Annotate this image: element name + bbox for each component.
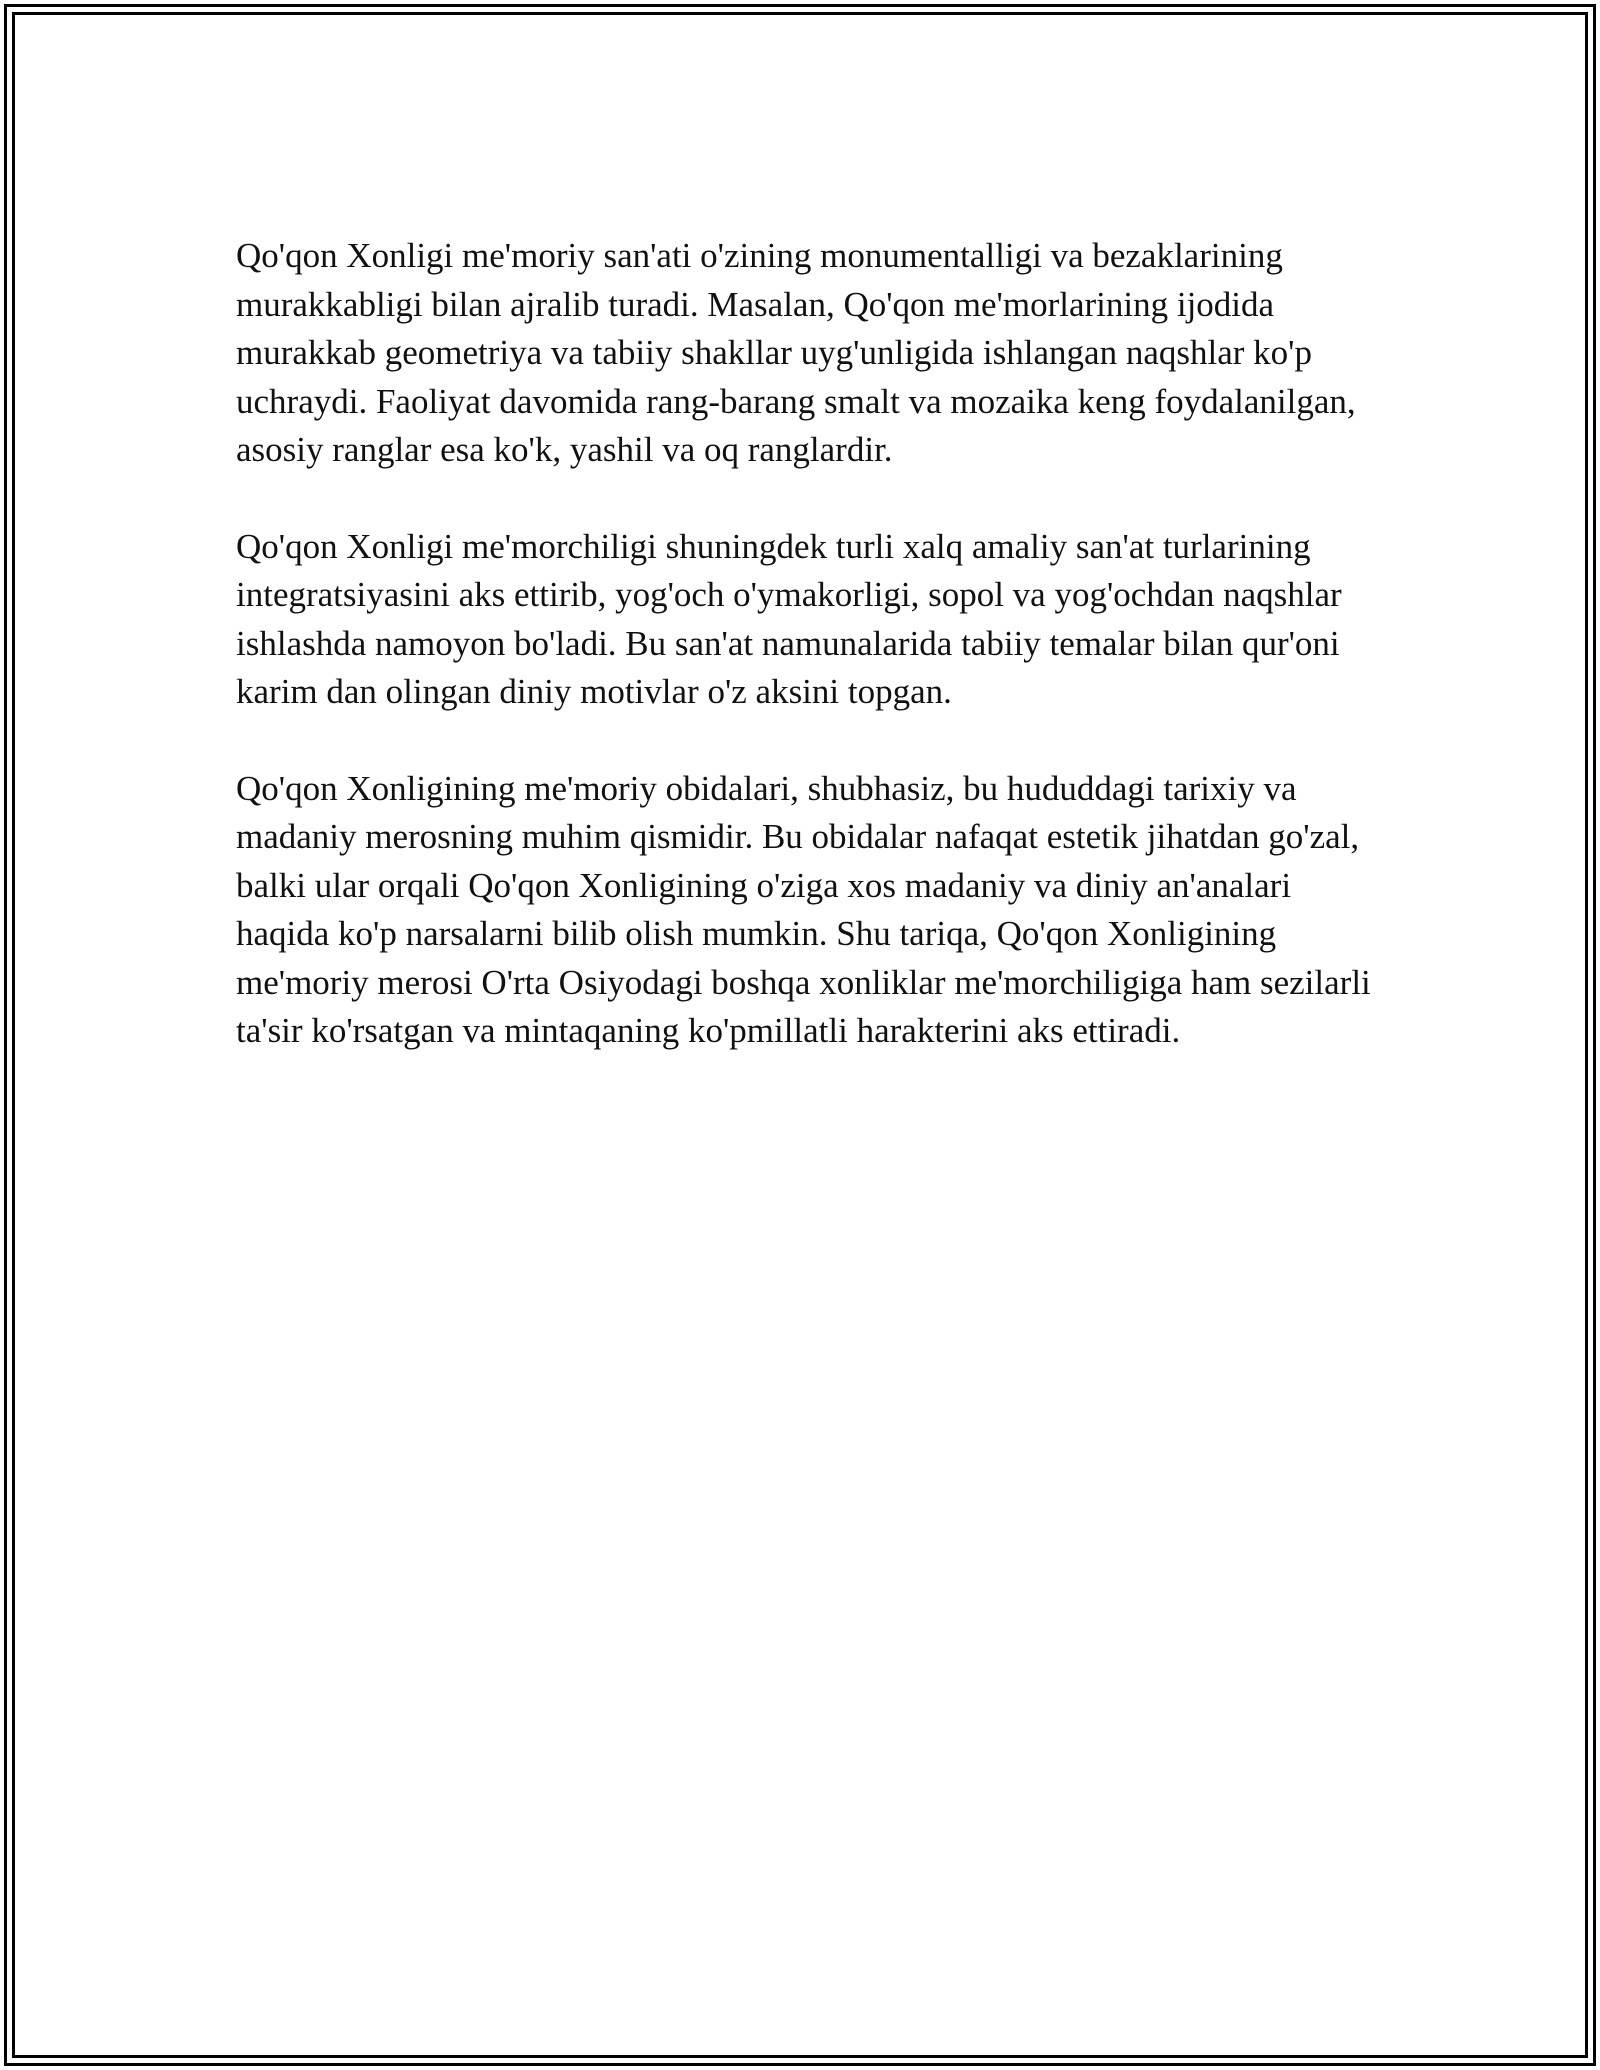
- document-body: [236, 232, 1376, 1104]
- paragraph-1: Qo'qon Xonligi me'moriy san'ati o'zining monumentalligi va bezaklarining murakkabligi bilan ajralib turadi. Masalan, Qo'qon me'morlarining ijodida murakkab geometriya va tabiiy shakllar uyg'unligida ishlangan naqshlar ko'p uchraydi. Faoliyat davomida rang-barang smalt va mozaika keng foydalanilgan, asosiy ranglar esa ko'k, yashil va oq ranglardir.: [236, 236, 1356, 469]
- paragraph-2: Qo'qon Xonligi me'morchiligi shuningdek turli xalq amaliy san'at turlarining integratsiyasini aks ettirib, yog'och o'ymakorligi, sopol va yog'ochdan naqshlar ishlashda namoyon bo'ladi. Bu san'at namunalarida tabiiy temalar bilan qur'oni karim dan olingan diniy motivlar o'z aksini topgan.: [236, 526, 1342, 711]
- paragraph-3: Qo'qon Xonligining me'moriy obidalari, shubhasiz, bu hududdagi tarixiy va madaniy merosning muhim qismidir. Bu obidalar nafaqat estetik jihatdan go'zal, balki ular orqali Qo'qon Xonligining o'ziga xos madaniy va diniy an'analari haqida ko'p narsalarni bilib olish mumkin. Shu tariqa, Qo'qon Xonligining me'moriy merosi O'rta Osiyodagi boshqa xonliklar me'morchiligiga ham sezilarli ta'sir ko'rsatgan va mintaqaning ko'pmillatli harakterini aks ettiradi.: [236, 768, 1371, 1050]
